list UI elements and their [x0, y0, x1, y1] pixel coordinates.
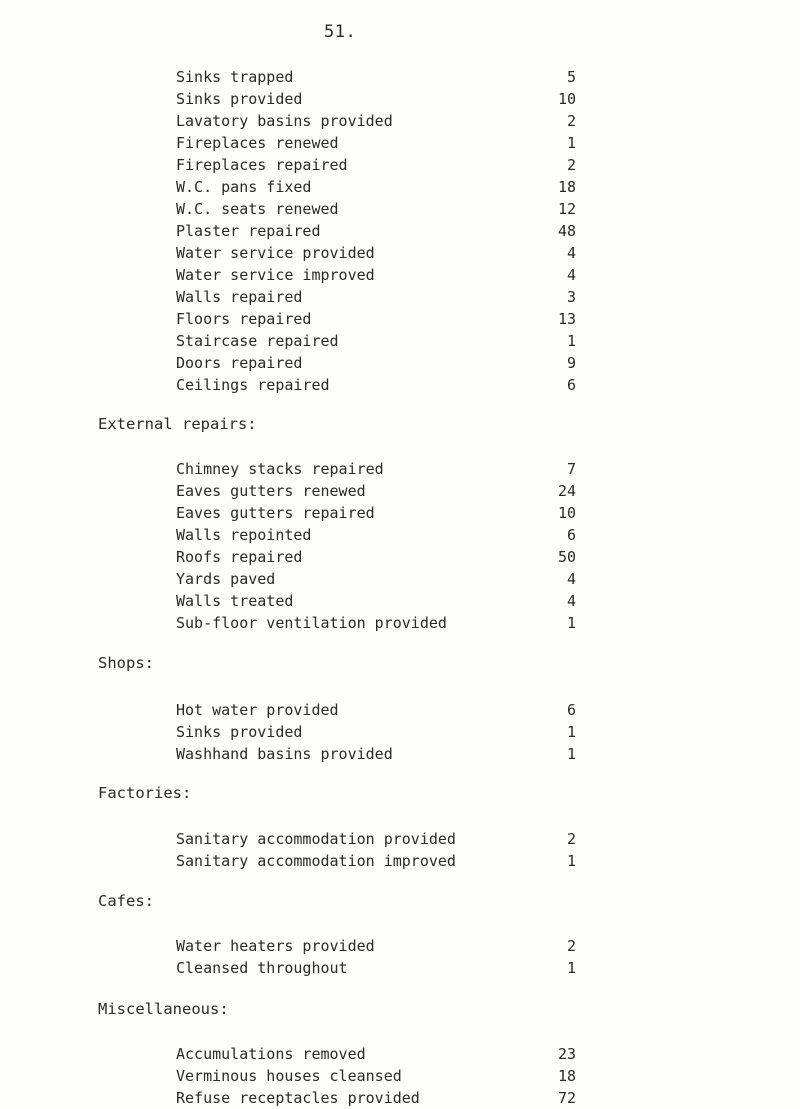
- item-label: W.C. pans fixed: [176, 178, 312, 196]
- item-label: Verminous houses cleansed: [176, 1067, 402, 1085]
- item-value: 4: [566, 266, 576, 284]
- item-value: 2: [566, 156, 576, 174]
- item-value: 6: [566, 701, 576, 719]
- item-label: Eaves gutters renewed: [176, 482, 366, 500]
- item-label: Sanitary accommodation improved: [176, 852, 456, 870]
- item-value: 1: [566, 959, 576, 977]
- item-value: 72: [557, 1089, 576, 1107]
- item-label: Fireplaces renewed: [176, 134, 339, 152]
- item-value: 24: [557, 482, 576, 500]
- item-label: Water service provided: [176, 244, 375, 262]
- item-value: 1: [566, 134, 576, 152]
- item-value: 6: [566, 526, 576, 544]
- item-value: 6: [566, 376, 576, 394]
- item-label: Sub-floor ventilation provided: [176, 614, 447, 632]
- item-value: 1: [566, 745, 576, 763]
- item-value: 1: [566, 723, 576, 741]
- item-value: 1: [566, 852, 576, 870]
- item-label: Walls repaired: [176, 288, 303, 306]
- item-label: Sinks provided: [176, 90, 303, 108]
- item-label: Washhand basins provided: [176, 745, 393, 763]
- item-label: Accumulations removed: [176, 1045, 366, 1063]
- item-value: 4: [566, 244, 576, 262]
- item-label: Plaster repaired: [176, 222, 321, 240]
- item-label: Lavatory basins provided: [176, 112, 393, 130]
- item-label: Roofs repaired: [176, 548, 303, 566]
- item-label: Doors repaired: [176, 354, 303, 372]
- item-label: Refuse receptacles provided: [176, 1089, 420, 1107]
- item-value: 10: [557, 90, 576, 108]
- item-label: Sanitary accommodation provided: [176, 830, 456, 848]
- item-value: 13: [557, 310, 576, 328]
- item-label: Sinks trapped: [176, 68, 294, 86]
- item-value: 50: [557, 548, 576, 566]
- item-value: 4: [566, 592, 576, 610]
- item-value: 2: [566, 112, 576, 130]
- item-value: 4: [566, 570, 576, 588]
- item-value: 10: [557, 504, 576, 522]
- item-value: 9: [566, 354, 576, 372]
- item-value: 18: [557, 178, 576, 196]
- section-heading: Factories:: [98, 784, 192, 802]
- item-value: 3: [566, 288, 576, 306]
- item-value: 1: [566, 614, 576, 632]
- item-label: Ceilings repaired: [176, 376, 330, 394]
- item-value: 7: [566, 460, 576, 478]
- item-value: 12: [557, 200, 576, 218]
- item-label: Hot water provided: [176, 701, 339, 719]
- section-heading: Miscellaneous:: [98, 1000, 229, 1018]
- item-value: 48: [557, 222, 576, 240]
- item-label: Walls repointed: [176, 526, 312, 544]
- item-label: Sinks provided: [176, 723, 303, 741]
- page-number: 51.: [324, 22, 357, 42]
- item-label: Cleansed throughout: [176, 959, 348, 977]
- item-label: Water heaters provided: [176, 937, 375, 955]
- section-heading: Shops:: [98, 654, 154, 672]
- item-label: Walls treated: [176, 592, 294, 610]
- item-value: 2: [566, 830, 576, 848]
- item-label: Water service improved: [176, 266, 375, 284]
- item-label: Floors repaired: [176, 310, 312, 328]
- item-label: Staircase repaired: [176, 332, 339, 350]
- item-label: W.C. seats renewed: [176, 200, 339, 218]
- item-value: 23: [557, 1045, 576, 1063]
- item-value: 2: [566, 937, 576, 955]
- section-heading: External repairs:: [98, 415, 257, 433]
- item-value: 1: [566, 332, 576, 350]
- item-value: 18: [557, 1067, 576, 1085]
- section-heading: Cafes:: [98, 892, 154, 910]
- item-label: Yards paved: [176, 570, 276, 588]
- item-label: Chimney stacks repaired: [176, 460, 384, 478]
- item-label: Fireplaces repaired: [176, 156, 348, 174]
- item-value: 5: [566, 68, 576, 86]
- item-label: Eaves gutters repaired: [176, 504, 375, 522]
